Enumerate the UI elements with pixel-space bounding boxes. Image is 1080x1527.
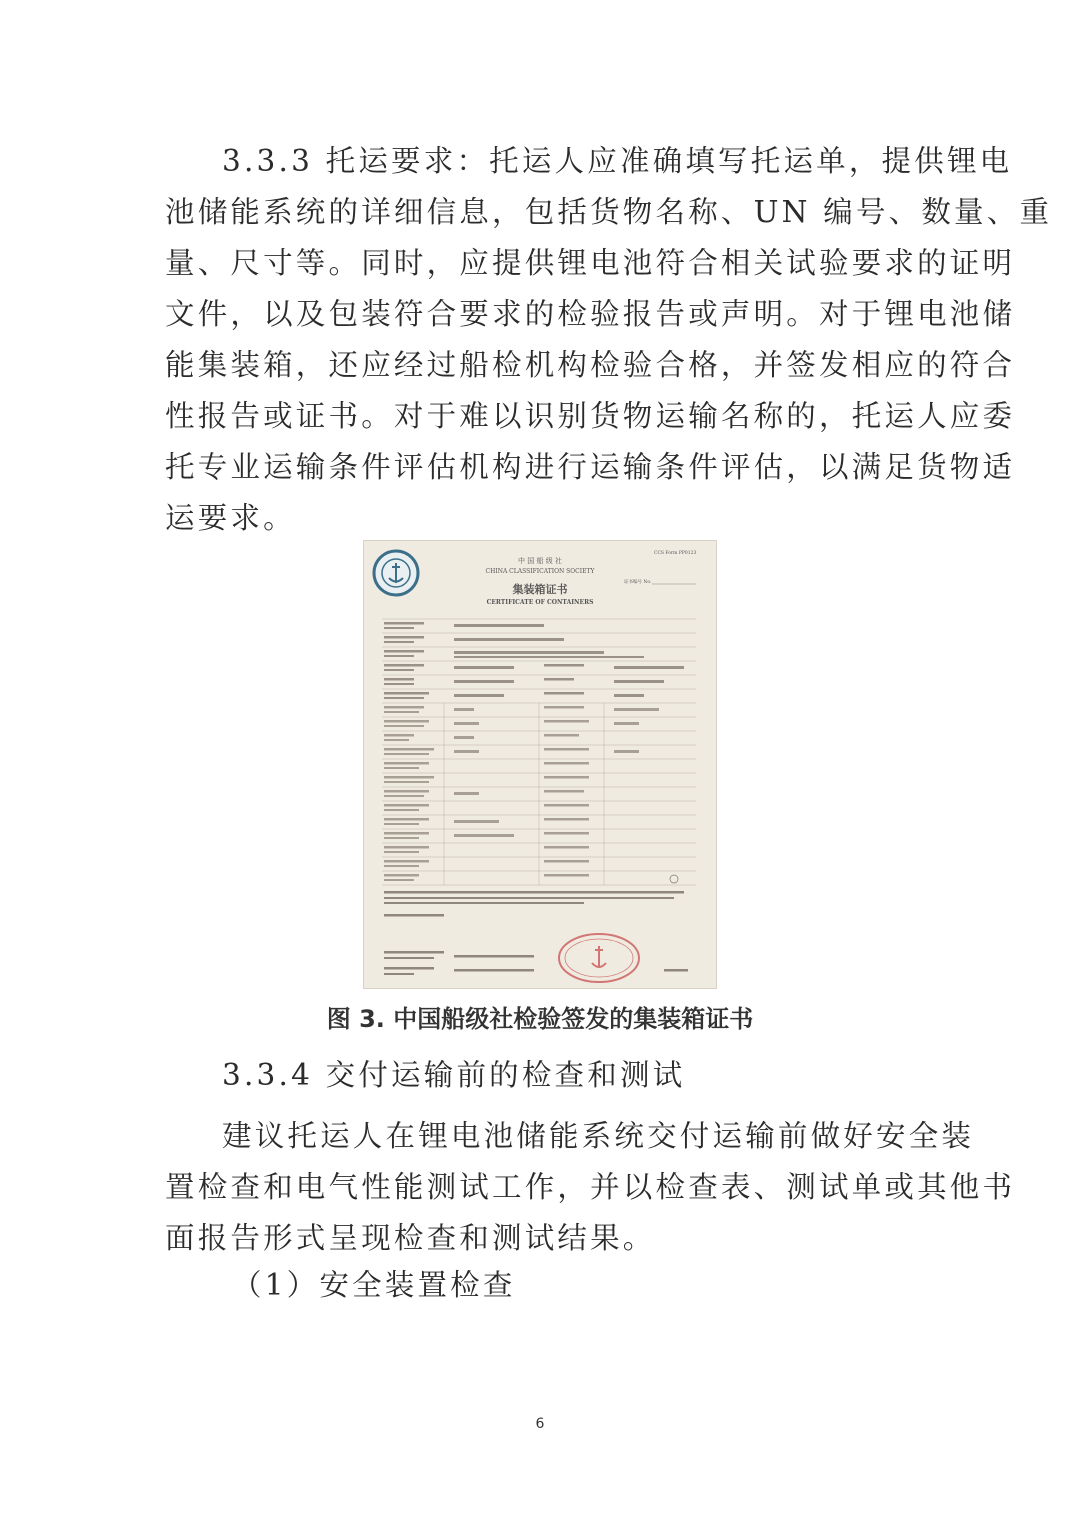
cert-title-cn: 集装箱证书	[512, 583, 568, 596]
svg-text:CCS Form PP0123: CCS Form PP0123	[654, 551, 697, 556]
section-3-3-4-heading: 3.3.4 交付运输前的检查和测试	[222, 1058, 686, 1092]
svg-text:证书编号 No.: 证书编号 No.	[624, 580, 652, 585]
figure-caption: 图 3. 中国船级社检验签发的集装箱证书	[326, 1005, 754, 1033]
page-number: 6	[535, 1416, 545, 1432]
cert-org-en: CHINA CLASSIFICATION SOCIETY	[485, 568, 595, 575]
paragraph-line: 能集装箱，还应经过船检机构检验合格，并签发相应的符合	[165, 348, 1016, 382]
certificate-scan	[364, 541, 716, 988]
certificate-image	[363, 540, 717, 989]
paragraph-line: 面报告形式呈现检查和测试结果。	[165, 1221, 656, 1255]
paragraph-line: 3.3.3 托运要求：托运人应准确填写托运单，提供锂电	[222, 144, 1013, 178]
section-3-3-4-paragraph	[165, 1111, 1016, 1264]
cert-title-en: CERTIFICATE OF CONTAINERS	[486, 599, 594, 606]
paragraph-line: 建议托运人在锂电池储能系统交付运输前做好安全装	[222, 1119, 975, 1153]
paragraph-line: 量、尺寸等。同时，应提供锂电池符合相关试验要求的证明	[165, 246, 1016, 280]
paragraph-line: 置检查和电气性能测试工作，并以检查表、测试单或其他书	[165, 1170, 1016, 1204]
paragraph-line: 托专业运输条件评估机构进行运输条件评估，以满足货物适	[165, 450, 1016, 484]
paragraph-line: 池储能系统的详细信息，包括货物名称、UN 编号、数量、重	[165, 195, 1053, 229]
cert-org-cn: 中 国 船 级 社	[518, 557, 562, 565]
section-3-3-3-paragraph	[165, 136, 1053, 544]
paragraph-line: 性报告或证书。对于难以识别货物运输名称的，托运人应委	[165, 399, 1016, 433]
paragraph-line: 文件，以及包装符合要求的检验报告或声明。对于锂电池储	[165, 297, 1016, 331]
ccs-emblem-icon	[374, 551, 418, 595]
paragraph-line: 运要求。	[165, 501, 296, 535]
list-item-safety-device-check: （1）安全装置检查	[232, 1268, 516, 1302]
